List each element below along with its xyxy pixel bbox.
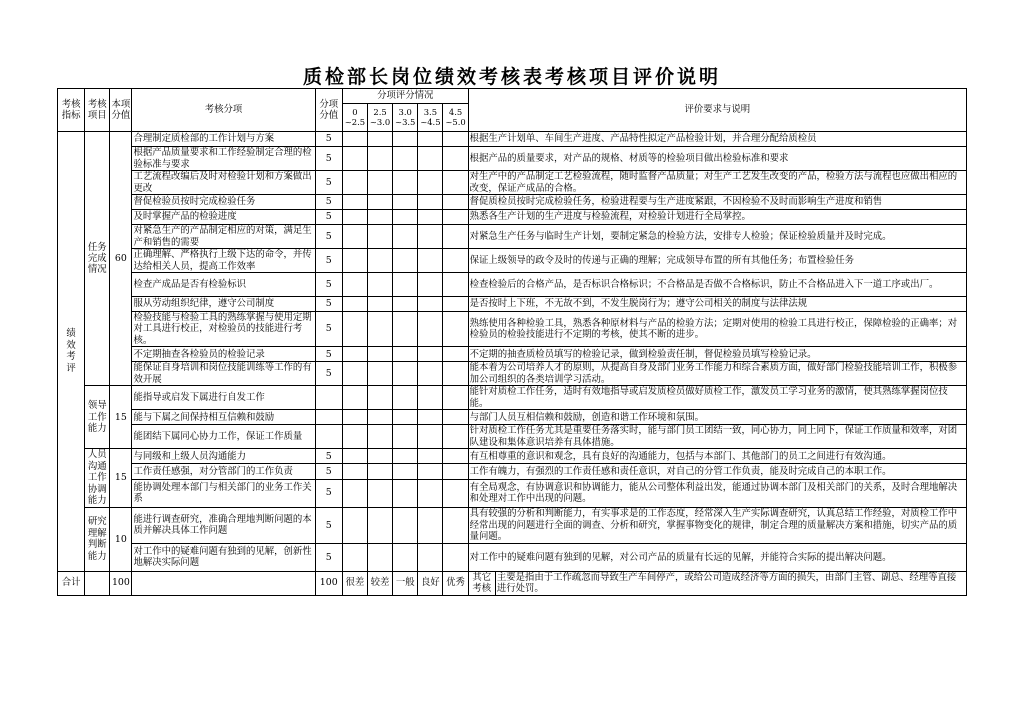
score-range: 3.5 ~4.5 — [418, 104, 443, 132]
indicator-cell: 绩 效 考 评 — [58, 132, 85, 572]
rating-cell[interactable] — [443, 225, 468, 249]
total-row — [58, 571, 967, 595]
evaluation-cell: 有全局观念，有协调意识和协调能力，能从公司整体利益出发，能通过协调本部门及相关部门的关系，及时合理地解决和处理对工作中出现的问题。 — [468, 479, 966, 507]
rating-cell[interactable] — [418, 386, 443, 410]
rating-cell[interactable] — [443, 479, 468, 507]
table-row — [58, 195, 967, 210]
rating-cell[interactable] — [342, 225, 367, 249]
rating-cell[interactable] — [418, 543, 443, 571]
evaluation-cell: 督促质检员按时完成检验任务，检验进程要与生产进度紧跟，不因检验不及时而影响生产进度和销售 — [468, 195, 966, 210]
rating-cell[interactable] — [367, 425, 392, 449]
item-cell: 正确理解、严格执行上级下达的命令，并传达给相关人员，提高工作效率 — [132, 249, 315, 273]
grade-label: 较差 — [367, 571, 392, 595]
evaluation-cell: 与部门人员互相信赖和鼓励，创造和谐工作环境和氛围。 — [468, 410, 966, 425]
item-cell: 工艺流程改编后及时对检验计划和方案做出更改 — [132, 171, 315, 195]
rating-cell[interactable] — [393, 225, 418, 249]
other-description: 主要是指由于工作疏忽而导致生产车间停产，或给公司造成经济等方面的损失，由部门主管、副总、经理等直接进行处罚。 — [495, 571, 966, 595]
item-cell: 工作责任感强，对分管部门的工作负责 — [132, 464, 315, 479]
project-score-cell: 15 — [110, 386, 132, 449]
rating-cell[interactable] — [393, 362, 418, 386]
rating-cell[interactable] — [342, 362, 367, 386]
rating-cell[interactable] — [342, 464, 367, 479]
table-row — [58, 464, 967, 479]
table-row — [58, 297, 967, 312]
rating-cell[interactable] — [443, 273, 468, 297]
rating-cell[interactable] — [393, 249, 418, 273]
rating-cell[interactable] — [342, 273, 367, 297]
project-score-cell: 10 — [110, 507, 132, 571]
item-cell: 督促检验员按时完成检验任务 — [132, 195, 315, 210]
evaluation-cell: 熟悉各生产计划的生产进度与检验流程，对检验计划进行全局掌控。 — [468, 210, 966, 225]
evaluation-cell: 对工作中的疑难问题有独到的见解，对公司产品的质量有长远的见解，并能符合实际的提出解决问题。 — [468, 543, 966, 571]
rating-cell[interactable] — [443, 195, 468, 210]
rating-cell[interactable] — [342, 147, 367, 171]
evaluation-table — [57, 88, 967, 596]
rating-cell[interactable] — [367, 386, 392, 410]
item-cell: 检验技能与检验工具的熟练掌握与使用定期对工具进行校正，对检验员的技能进行考核。 — [132, 312, 315, 347]
rating-cell[interactable] — [367, 479, 392, 507]
rating-cell[interactable] — [418, 273, 443, 297]
rating-cell[interactable] — [367, 449, 392, 464]
rating-cell[interactable] — [418, 312, 443, 347]
table-row — [58, 347, 967, 362]
item-cell: 能进行调查研究，准确合理地判断问题的本质并解决具体工作问题 — [132, 507, 315, 543]
rating-cell[interactable] — [418, 210, 443, 225]
item-cell: 不定期抽查各检验员的检验记录 — [132, 347, 315, 362]
header-project: 考核 项目 — [85, 89, 110, 132]
score-range: 2.5 ~3.0 — [367, 104, 392, 132]
table-row — [58, 507, 967, 543]
rating-cell[interactable] — [342, 249, 367, 273]
rating-cell[interactable] — [393, 273, 418, 297]
item-cell: 根据产品质量要求和工作经验制定合理的检验标准与要求 — [132, 147, 315, 171]
score-range: 4.5 ~5.0 — [443, 104, 468, 132]
table-row — [58, 210, 967, 225]
item-cell: 与同级和上级人员沟通能力 — [132, 449, 315, 464]
rating-cell[interactable] — [393, 147, 418, 171]
item-cell: 服从劳动组织纪律，遵守公司制度 — [132, 297, 315, 312]
rating-cell[interactable] — [342, 347, 367, 362]
item-score-cell: 5 — [315, 273, 342, 297]
table-row — [58, 362, 967, 386]
item-score-cell: 5 — [315, 210, 342, 225]
item-score-cell — [315, 410, 342, 425]
total-empty — [85, 571, 110, 595]
evaluation-cell: 对生产中的产品制定工艺检验流程，随时监督产品质量；对生产工艺发生改变的产品，检验方法与流程也应做出相应的改变，保证产成品的合格。 — [468, 171, 966, 195]
rating-cell[interactable] — [418, 347, 443, 362]
rating-cell[interactable] — [342, 543, 367, 571]
rating-cell[interactable] — [367, 225, 392, 249]
evaluation-cell: 能针对质检工作任务，适时有效地指导或启发质检员做好质检工作，激发员工学习业务的激情，使其熟练掌握岗位技能。 — [468, 386, 966, 410]
rating-cell[interactable] — [418, 362, 443, 386]
rating-cell[interactable] — [443, 543, 468, 571]
rating-cell[interactable] — [367, 297, 392, 312]
total-sub-score: 100 — [315, 571, 342, 595]
rating-cell[interactable] — [342, 171, 367, 195]
rating-cell[interactable] — [393, 347, 418, 362]
rating-cell[interactable] — [418, 249, 443, 273]
rating-cell[interactable] — [418, 464, 443, 479]
rating-cell[interactable] — [418, 225, 443, 249]
header-item: 考核分项 — [132, 89, 315, 132]
rating-cell[interactable] — [418, 297, 443, 312]
rating-cell[interactable] — [342, 479, 367, 507]
rating-cell[interactable] — [443, 362, 468, 386]
item-cell: 合理制定质检部的工作计划与方案 — [132, 132, 315, 147]
rating-cell[interactable] — [443, 425, 468, 449]
item-score-cell: 5 — [315, 479, 342, 507]
table-row — [58, 147, 967, 171]
rating-cell[interactable] — [443, 297, 468, 312]
table-row — [58, 386, 967, 410]
rating-cell[interactable] — [342, 449, 367, 464]
header-evaluation: 评价要求与说明 — [468, 89, 966, 132]
table-row — [58, 225, 967, 249]
item-score-cell: 5 — [315, 507, 342, 543]
item-cell: 对工作中的疑难问题有独到的见解，创新性地解决实际问题 — [132, 543, 315, 571]
item-cell: 对紧急生产的产品制定相应的对策，满足生产和销售的需要 — [132, 225, 315, 249]
rating-cell[interactable] — [418, 147, 443, 171]
rating-cell[interactable] — [342, 410, 367, 425]
rating-cell[interactable] — [443, 410, 468, 425]
table-row — [58, 273, 967, 297]
rating-cell[interactable] — [393, 425, 418, 449]
rating-cell[interactable] — [393, 543, 418, 571]
rating-cell[interactable] — [342, 312, 367, 347]
rating-cell[interactable] — [367, 147, 392, 171]
project-cell: 人员 沟通 工作 协调 能力 — [85, 449, 110, 507]
rating-cell[interactable] — [342, 386, 367, 410]
item-cell: 检查产成品是否有检验标识 — [132, 273, 315, 297]
header-scoring-group: 分项评分情况 — [342, 89, 468, 104]
header-project-score: 本项 分值 — [110, 89, 132, 132]
item-score-cell — [315, 425, 342, 449]
rating-cell[interactable] — [443, 347, 468, 362]
rating-cell[interactable] — [443, 210, 468, 225]
project-cell: 研究 理解 判断 能力 — [85, 507, 110, 571]
rating-cell[interactable] — [367, 273, 392, 297]
other-label: 其它 考核 — [468, 571, 495, 595]
rating-cell[interactable] — [443, 312, 468, 347]
item-score-cell: 5 — [315, 464, 342, 479]
evaluation-cell: 工作有魄力，有强烈的工作责任感和责任意识，对自己的分管工作负责，能及时完成自己的本职工作。 — [468, 464, 966, 479]
rating-cell[interactable] — [443, 249, 468, 273]
rating-cell[interactable] — [393, 386, 418, 410]
table-row — [58, 312, 967, 347]
item-score-cell: 5 — [315, 297, 342, 312]
item-cell: 能与下属之间保持相互信赖和鼓励 — [132, 410, 315, 425]
table-row — [58, 171, 967, 195]
header-item-score: 分项 分值 — [315, 89, 342, 132]
rating-cell[interactable] — [367, 543, 392, 571]
rating-cell[interactable] — [418, 449, 443, 464]
item-score-cell: 5 — [315, 449, 342, 464]
item-score-cell: 5 — [315, 543, 342, 571]
evaluation-cell: 针对质检工作任务尤其是重要任务落实时，能与部门员工团结一致，同心协力，同上同下，保证工作质量和效率，对团队建设和集体意识培养有具体措施。 — [468, 425, 966, 449]
grade-label: 一般 — [393, 571, 418, 595]
rating-cell[interactable] — [393, 479, 418, 507]
item-score-cell: 5 — [315, 132, 342, 147]
item-score-cell: 5 — [315, 249, 342, 273]
item-cell: 能指导或启发下属进行自发工作 — [132, 386, 315, 410]
table-row — [58, 479, 967, 507]
rating-cell[interactable] — [393, 210, 418, 225]
item-score-cell: 5 — [315, 195, 342, 210]
table-row — [58, 449, 967, 464]
total-label: 合计 — [58, 571, 85, 595]
project-cell: 任务 完成 情况 — [85, 132, 110, 386]
evaluation-cell: 对紧急生产任务与临时生产计划，要制定紧急的检验方法，安排专人检验；保证检验质量并及时完成。 — [468, 225, 966, 249]
evaluation-cell: 熟练使用各种检验工具，熟悉各种原材料与产品的检验方法；定期对使用的检验工具进行校正，保障检验的正确率；对检验员的检验技能进行不定期的考核，使其不断的进步。 — [468, 312, 966, 347]
rating-cell[interactable] — [443, 147, 468, 171]
rating-cell[interactable] — [393, 507, 418, 543]
evaluation-cell: 有互相尊重的意识和观念，具有良好的沟通能力，包括与本部门、其他部门的员工之间进行有效沟通。 — [468, 449, 966, 464]
rating-cell[interactable] — [367, 195, 392, 210]
rating-cell[interactable] — [367, 312, 392, 347]
rating-cell[interactable] — [367, 464, 392, 479]
total-item-empty — [132, 571, 315, 595]
total-score: 100 — [110, 571, 132, 595]
table-row — [58, 410, 967, 425]
evaluation-cell: 具有较强的分析和判断能力，有实事求是的工作态度，经常深入生产实际调查研究，认真总结工作经验，对质检工作中经常出现的问题进行全面的调查、分析和研究，掌握事物变化的规律，制定合理的质量解决方案和措施，切实产品的质量问题。 — [468, 507, 966, 543]
item-cell: 能保证自身培训和岗位技能训练等工作的有效开展 — [132, 362, 315, 386]
rating-cell[interactable] — [367, 507, 392, 543]
rating-cell[interactable] — [393, 449, 418, 464]
table-row — [58, 425, 967, 449]
rating-cell[interactable] — [443, 386, 468, 410]
rating-cell[interactable] — [342, 507, 367, 543]
evaluation-cell: 能本着为公司培养人才的原则，从提高自身及部门业务工作能力和综合素质方面，做好部门检验技能培训工作，积极参加公司组织的各类培训学习活动。 — [468, 362, 966, 386]
evaluation-cell: 是否按时上下班，不无故不到，不发生脱岗行为；遵守公司相关的制度与法律法规 — [468, 297, 966, 312]
project-score-cell: 60 — [110, 132, 132, 386]
rating-cell[interactable] — [418, 195, 443, 210]
rating-cell[interactable] — [367, 210, 392, 225]
rating-cell[interactable] — [418, 507, 443, 543]
rating-cell[interactable] — [418, 479, 443, 507]
rating-cell[interactable] — [367, 132, 392, 147]
rating-cell[interactable] — [418, 410, 443, 425]
evaluation-cell: 检查检验后的合格产品，是否标识合格标识；不合格品是否做不合格标识，防止不合格品进入下一道工序或出厂。 — [468, 273, 966, 297]
item-score-cell: 5 — [315, 147, 342, 171]
rating-cell[interactable] — [342, 132, 367, 147]
rating-cell[interactable] — [367, 171, 392, 195]
rating-cell[interactable] — [393, 464, 418, 479]
rating-cell[interactable] — [393, 312, 418, 347]
rating-cell[interactable] — [367, 249, 392, 273]
rating-cell[interactable] — [342, 195, 367, 210]
rating-cell[interactable] — [342, 425, 367, 449]
grade-label: 良好 — [418, 571, 443, 595]
project-score-cell: 15 — [110, 449, 132, 507]
rating-cell[interactable] — [367, 410, 392, 425]
rating-cell[interactable] — [418, 171, 443, 195]
item-cell: 能协调处理本部门与相关部门的业务工作关系 — [132, 479, 315, 507]
rating-cell[interactable] — [393, 297, 418, 312]
rating-cell[interactable] — [393, 171, 418, 195]
item-cell: 及时掌握产品的检验进度 — [132, 210, 315, 225]
project-cell: 领导 工作 能力 — [85, 386, 110, 449]
item-score-cell: 5 — [315, 225, 342, 249]
rating-cell[interactable] — [443, 449, 468, 464]
item-score-cell: 5 — [315, 362, 342, 386]
score-range: 3.0 ~3.5 — [393, 104, 418, 132]
item-score-cell: 5 — [315, 312, 342, 347]
rating-cell[interactable] — [367, 347, 392, 362]
rating-cell[interactable] — [443, 171, 468, 195]
grade-label: 很差 — [342, 571, 367, 595]
rating-cell[interactable] — [393, 132, 418, 147]
grade-label: 优秀 — [443, 571, 468, 595]
item-cell: 能团结下属同心协力工作，保证工作质量 — [132, 425, 315, 449]
header-indicator: 考核 指标 — [58, 89, 85, 132]
page-title: 质检部长岗位绩效考核表考核项目评价说明 — [302, 66, 721, 88]
rating-cell[interactable] — [393, 195, 418, 210]
table-row — [58, 132, 967, 147]
evaluation-cell: 根据产品的质量要求，对产品的规格、材质等的检验项目做出检验标准和要求 — [468, 147, 966, 171]
evaluation-cell: 保证上级领导的政令及时的传递与正确的理解；完成领导布置的所有其他任务；布置检验任务 — [468, 249, 966, 273]
rating-cell[interactable] — [342, 210, 367, 225]
rating-cell[interactable] — [393, 410, 418, 425]
rating-cell[interactable] — [367, 362, 392, 386]
item-score-cell — [315, 386, 342, 410]
evaluation-cell: 根据生产计划单、车间生产进度、产品特性拟定产品检验计划，并合理分配给质检员 — [468, 132, 966, 147]
table-row — [58, 249, 967, 273]
score-range: 0 ~2.5 — [342, 104, 367, 132]
rating-cell[interactable] — [418, 425, 443, 449]
rating-cell[interactable] — [443, 507, 468, 543]
evaluation-cell: 不定期的抽查质检员填写的检验记录，做到检验责任制，督促检验员填写检验记录。 — [468, 347, 966, 362]
item-score-cell: 5 — [315, 171, 342, 195]
table-row — [58, 543, 967, 571]
rating-cell[interactable] — [443, 132, 468, 147]
rating-cell[interactable] — [342, 297, 367, 312]
rating-cell[interactable] — [443, 464, 468, 479]
item-score-cell: 5 — [315, 347, 342, 362]
rating-cell[interactable] — [418, 132, 443, 147]
